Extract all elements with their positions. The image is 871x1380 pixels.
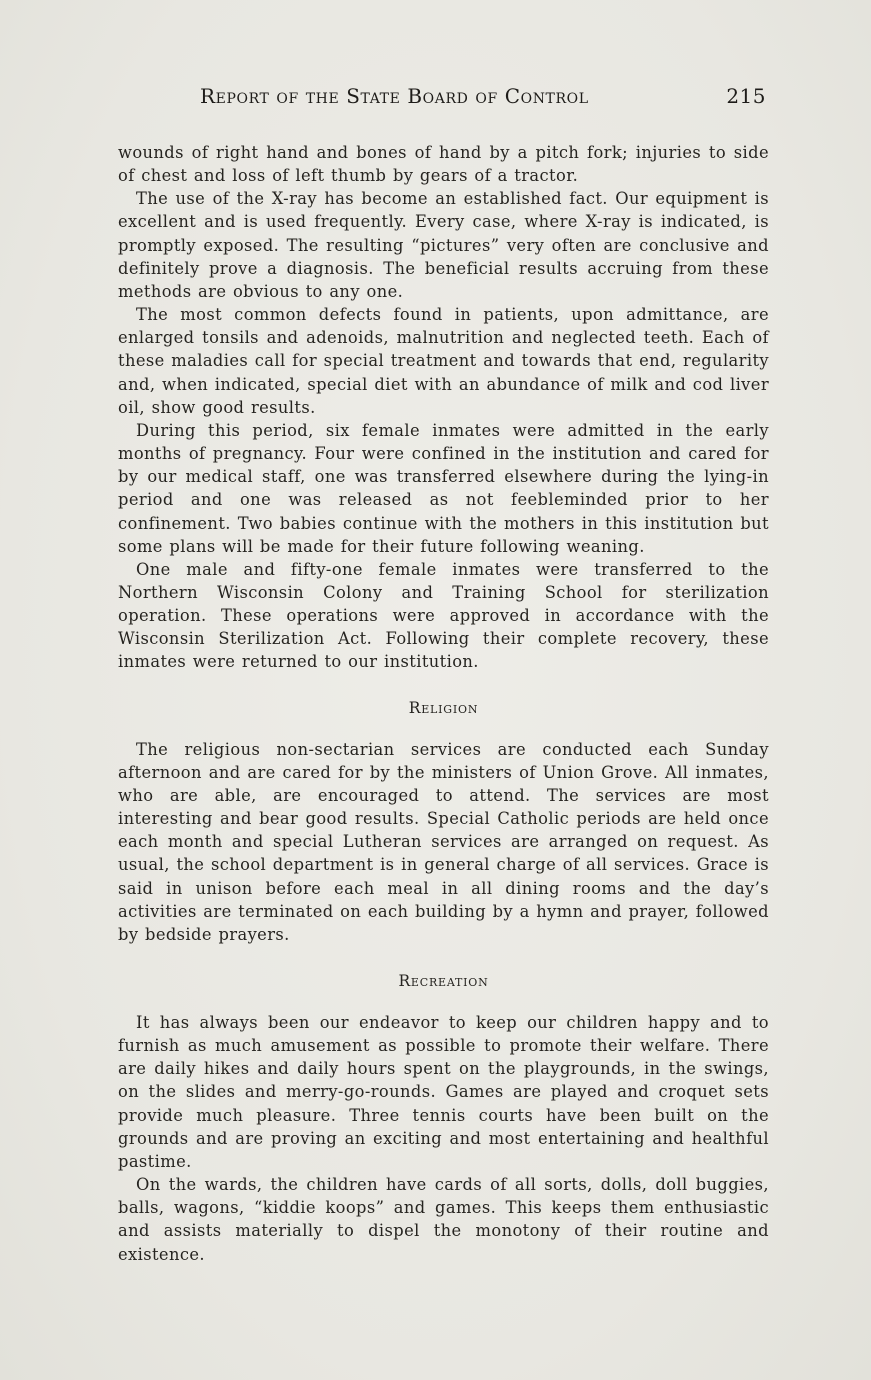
section-heading-recreation: Recreation [398, 972, 489, 990]
paragraph-sterilization: One male and fifty-one female inmates were transferred to the Northern Wisconsin Colony and Training School for sterilization operation. These operations were approved in accordance with the Wisconsin Sterilization Act. Following their complete recovery, these inmates were returned to our institution. [118, 559, 769, 672]
paragraph-recreation-2: On the wards, the children have cards of all sorts, dolls, doll buggies, balls, wagons, “kiddie koops” and games. This keeps them enthusiastic and assists materially to dispel the monotony of their routine and existence. [118, 1175, 769, 1264]
paragraph-recreation-1: It has always been our endeavor to keep our children happy and to furnish as much amusement as possible to promote their welfare. There are daily hikes and daily hours spent on the playgrounds, in the swings, on the slides and merry-go-rounds. Games are played and croquet sets provide much pleasure. Three tennis courts have been built on the grounds and are proving an exciting and most entertaining and healthful pastime. [118, 1013, 769, 1171]
paragraph-defects: The most common defects found in patients, upon admittance, are enlarged tonsils and adenoids, malnutrition and neglected teeth. Each of these maladies call for special treatment and towards that end, regularity and, when indicated, special diet with an abundance of milk and cod liver oil, show good results. [118, 305, 769, 417]
paragraph-pregnancy: During this period, six female inmates were admitted in the early months of pregnancy. Four were confined in the institution and cared for by our medical staff, one was transferred elsewhere during the lying-in period and one was released as not feebleminded prior to her confinement. Two babies continue with the mothers in this institution but some plans will be made for their future following weaning. [118, 420, 769, 556]
paragraph-continued: wounds of right hand and bones of hand by a pitch fork; injuries to side of chest and loss of left thumb by gears of a tractor. [118, 143, 769, 186]
paragraph-religion: The religious non-sectarian services are conducted each Sunday afternoon and are cared for by the ministers of Union Grove. All inmates, who are able, are encouraged to attend. The services are most interesting and bear good results. Special Catholic periods are held once each month and special Lutheran services are arranged on request. As usual, the school department is in general charge of all services. Grace is said in unison before each meal in all dining rooms and the day’s activities are terminated on each building by a hymn and prayer, followed by bedside prayers. [118, 739, 769, 944]
page-header [118, 84, 766, 114]
section-heading-religion: Religion [408, 698, 479, 717]
running-head: Report of the State Board of Control [200, 84, 589, 108]
page-number: 215 [726, 84, 766, 108]
paragraph-xray: The use of the X-ray has become an established fact. Our equipment is excellent and is used frequently. Every case, where X-ray is indicated, is promptly exposed. The resulting “pictures” very often are conclusive and definitely prove a diagnosis. The beneficial results accruing from these methods are obvious to any one. [118, 189, 769, 301]
body-text [118, 141, 769, 1266]
